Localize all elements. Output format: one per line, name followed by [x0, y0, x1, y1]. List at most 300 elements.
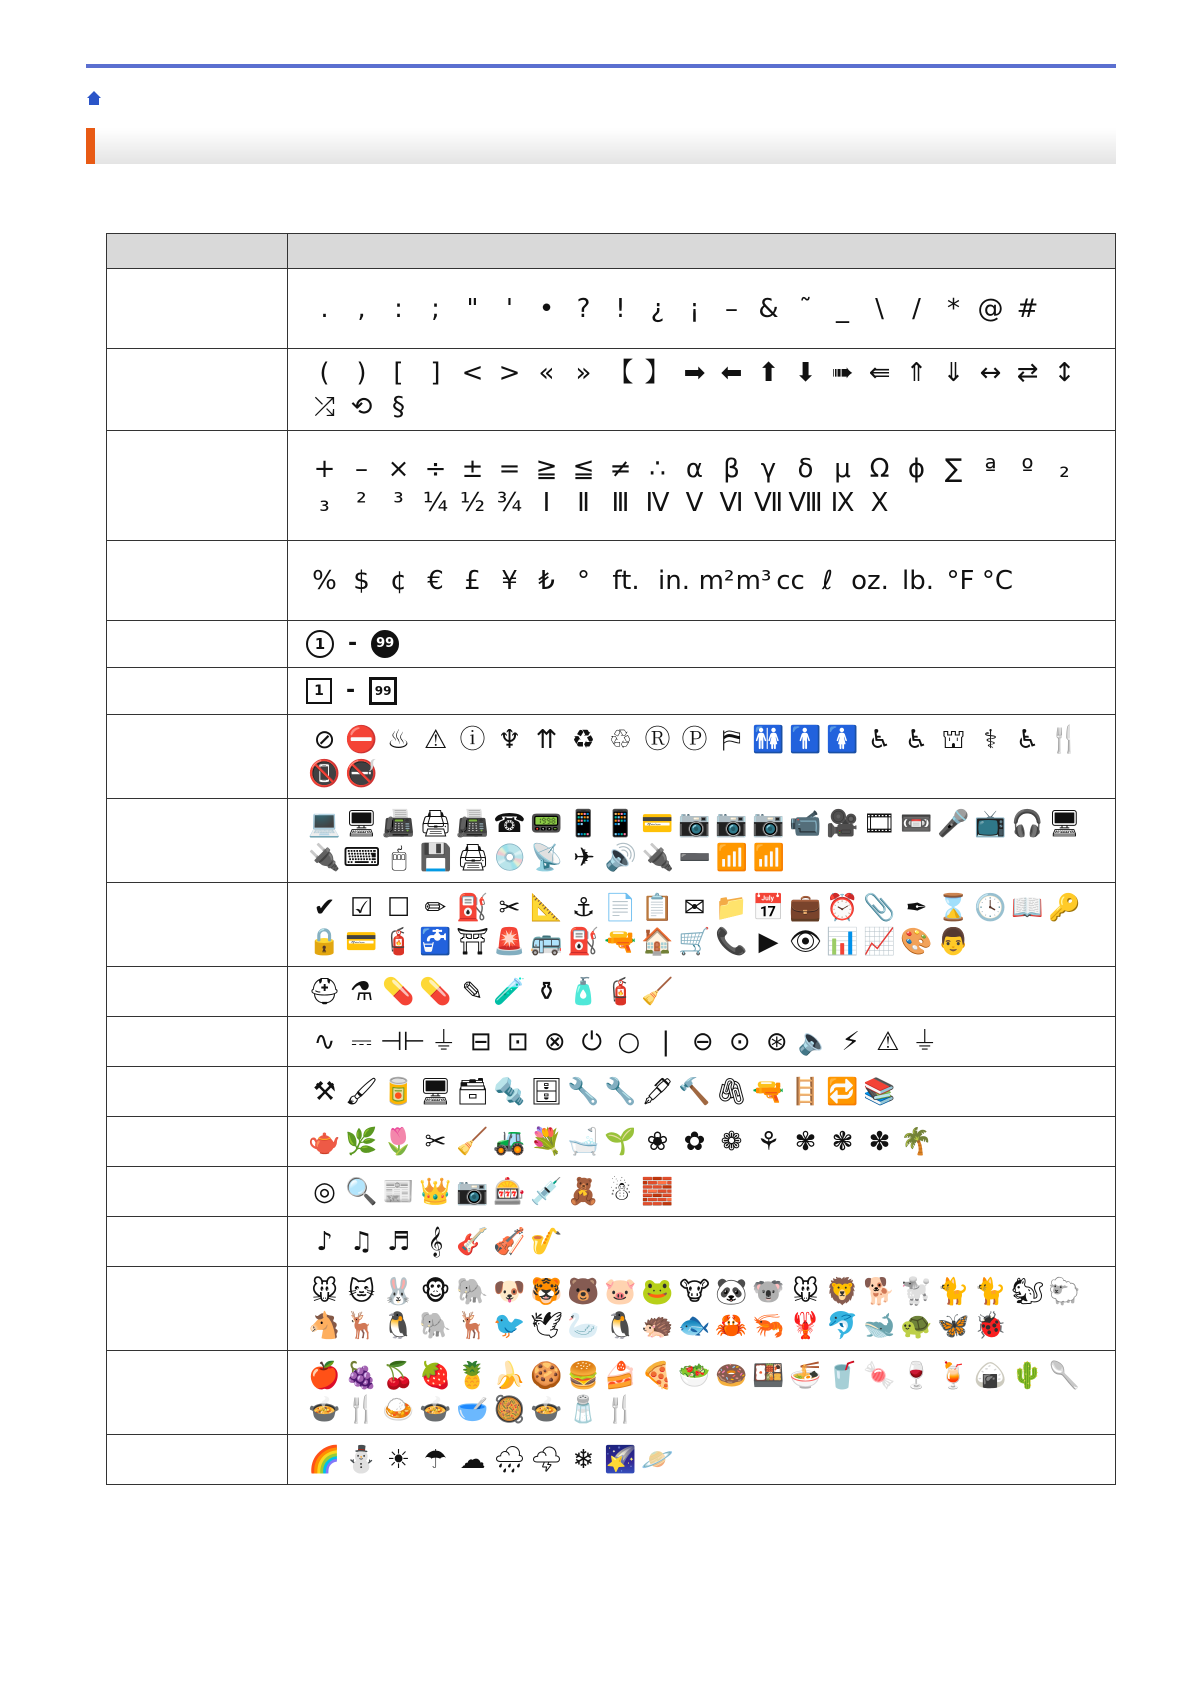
symbol-glyph: ❁ [720, 1126, 743, 1157]
symbol-glyph: 📋 [641, 892, 674, 923]
symbol-glyph: % [312, 565, 337, 596]
symbol-glyph: 🐭 [791, 1276, 820, 1307]
symbol-glyph: 🐷 [604, 1276, 637, 1307]
symbol-glyph: 🐈 [974, 1276, 1007, 1307]
symbol-glyph: ✉ [683, 892, 706, 923]
row-symbols [288, 883, 1116, 967]
row-category [107, 967, 288, 1017]
symbol-glyph: ☃ [608, 1176, 633, 1207]
symbol-glyph: . [320, 293, 329, 324]
symbol-glyph: 🐑 [1048, 1276, 1081, 1307]
symbol-glyph: 📷 [678, 808, 711, 839]
symbol-glyph: ✿ [683, 1126, 706, 1157]
symbol-glyph: ≠ [609, 453, 632, 484]
symbol-glyph: 🐬 [826, 1311, 859, 1341]
symbol-glyph: ) [356, 357, 367, 388]
table-row [107, 668, 1116, 715]
symbol-glyph: Ⅰ [542, 488, 551, 518]
range-separator: - [346, 678, 356, 703]
symbol-glyph: 💊 [382, 976, 415, 1007]
symbol-glyph: 🍇 [345, 1360, 378, 1391]
symbol-glyph: 🦌 [345, 1311, 378, 1341]
symbol-glyph: 🧯 [604, 976, 637, 1007]
symbol-glyph: 🐞 [974, 1311, 1007, 1341]
symbol-glyph: 🐻 [567, 1276, 600, 1307]
symbol-glyph: ⊖ [691, 1026, 714, 1057]
symbol-glyph: ♲ [608, 724, 633, 755]
symbol-glyph: 🍬 [863, 1360, 896, 1391]
symbol-glyph: ÷ [424, 453, 447, 484]
symbol-glyph: γ [760, 453, 777, 484]
symbol-glyph: 📠 [456, 808, 489, 839]
symbol-glyph: 🌷 [382, 1126, 415, 1157]
symbol-glyph: ↔ [979, 357, 1002, 388]
symbol-glyph: 👁 [788, 927, 822, 957]
row-category [107, 269, 288, 349]
symbol-glyph: 🍲 [419, 1395, 452, 1425]
symbol-glyph: 🍱 [752, 1360, 785, 1391]
symbol-glyph: 🍒 [382, 1360, 415, 1391]
symbol-glyph: 📎 [863, 892, 896, 923]
table-body [107, 269, 1116, 1485]
symbol-glyph: : [394, 293, 403, 324]
symbol-glyph: ⇑ [905, 357, 928, 388]
row-category [107, 349, 288, 431]
symbol-glyph: ≧ [535, 453, 558, 484]
symbol-glyph: 🐟 [678, 1311, 711, 1341]
symbol-glyph: « [538, 357, 555, 388]
row-category [107, 1217, 288, 1267]
row-symbols [288, 668, 1116, 715]
symbol-glyph: Ⅵ [719, 488, 744, 518]
symbol-glyph: Ⅴ [685, 488, 704, 518]
symbol-glyph: ⊗ [543, 1026, 566, 1057]
symbol-glyph: 🦁 [826, 1276, 859, 1307]
symbol-glyph: Ⅶ [753, 488, 784, 518]
symbol-glyph: 📵 [308, 759, 341, 789]
symbol-glyph: 🍛 [382, 1395, 415, 1425]
symbol-glyph: ⊛ [765, 1026, 788, 1057]
table-header-row [107, 234, 1116, 269]
symbol-glyph: ? [576, 293, 591, 324]
symbol-glyph: ⏚ [430, 1026, 457, 1057]
symbol-glyph: 🍔 [567, 1360, 600, 1391]
symbol-glyph: 📰 [382, 1176, 415, 1207]
table-row [107, 621, 1116, 668]
symbol-glyph: μ [834, 453, 851, 484]
symbol-glyph: 🖌 [344, 1076, 378, 1107]
symbol-glyph: 🔑 [1048, 892, 1081, 923]
symbol-glyph: £ [464, 565, 481, 596]
symbol-glyph: 🖱 [391, 843, 407, 873]
symbol-glyph: ⛩ [455, 927, 489, 957]
symbol-glyph: 🖥 [1047, 808, 1081, 839]
symbol-glyph: 📄 [604, 892, 637, 923]
symbol-glyph: 📟 [530, 808, 563, 839]
symbol-glyph: ▶ [758, 927, 779, 957]
symbol-glyph: ⇚ [868, 357, 891, 388]
symbol-glyph: 🧂 [567, 1395, 600, 1425]
header-category [107, 234, 288, 269]
symbol-glyph: δ [797, 453, 814, 484]
symbol-glyph: 🔩 [493, 1076, 526, 1107]
row-symbols [288, 621, 1116, 668]
symbol-glyph: $ [353, 565, 370, 596]
symbols-table [106, 233, 1116, 1485]
symbol-glyph: 🛁 [567, 1126, 600, 1157]
symbol-glyph: 【 [607, 357, 634, 388]
symbol-glyph: / [912, 293, 921, 324]
symbol-glyph: cc [776, 565, 805, 596]
symbol-glyph: ⏚ [911, 1026, 938, 1057]
symbol-glyph: ✎ [461, 976, 484, 1007]
symbol-glyph: 📹 [789, 808, 822, 839]
symbol-glyph: ⚓ [571, 892, 596, 923]
symbol-glyph: ✾ [794, 1126, 817, 1157]
symbol-glyph: 🔧 [604, 1076, 637, 1107]
symbol-glyph: × [387, 453, 410, 484]
symbol-glyph: 👑 [419, 1176, 452, 1207]
symbol-glyph: ⇓ [942, 357, 965, 388]
symbol-glyph: 🌧 [492, 1444, 526, 1475]
symbol-glyph: 📈 [863, 927, 896, 957]
symbol-glyph: 🧱 [641, 1176, 674, 1207]
symbol-glyph: 📅 [752, 892, 785, 923]
symbol-glyph: 📚 [863, 1076, 896, 1107]
circled-number-start: 1 [306, 630, 334, 658]
symbol-glyph: ⊣⊢ [380, 1026, 426, 1057]
symbol-glyph: € [427, 565, 444, 596]
table-row [107, 1067, 1116, 1117]
symbol-glyph: ☑ [349, 892, 374, 923]
symbol-glyph: 🚻 [752, 724, 785, 755]
symbol-glyph: ⚕ [983, 724, 998, 755]
symbol-glyph: ⛫ [941, 724, 966, 755]
symbol-glyph: 🧹 [641, 976, 674, 1007]
symbol-glyph: 🌴 [900, 1126, 933, 1157]
symbol-glyph: in. [658, 565, 690, 596]
symbol-glyph: 🐶 [493, 1276, 526, 1307]
symbol-glyph: º [1021, 453, 1034, 484]
row-symbols [288, 269, 1116, 349]
symbol-glyph: ¾ [496, 488, 523, 518]
symbol-glyph: – [355, 453, 368, 484]
row-category [107, 1167, 288, 1217]
symbol-glyph: 📶 [715, 843, 749, 873]
symbol-glyph: 🐕 [863, 1276, 896, 1307]
table-row [107, 799, 1116, 883]
symbol-range [306, 674, 1105, 708]
symbol-glyph: ➖ [678, 843, 712, 873]
symbol-glyph: 🍴 [604, 1395, 637, 1425]
symbol-glyph: 🌵 [1011, 1360, 1044, 1391]
symbol-glyph: ❃ [831, 1126, 854, 1157]
symbol-glyph: 🧪 [493, 976, 526, 1007]
symbol-glyph: 🍲 [530, 1395, 563, 1425]
row-symbols [288, 799, 1116, 883]
symbol-glyph: ⤮ [314, 392, 335, 422]
symbol-glyph: ✂ [498, 892, 521, 923]
section-title-bar [86, 128, 1116, 164]
symbol-glyph: ∴ [649, 453, 666, 484]
symbol-glyph: ⟲ [350, 392, 373, 422]
table-row [107, 431, 1116, 541]
symbol-glyph: 🐭 [310, 1276, 339, 1307]
symbol-glyph: 💿 [493, 843, 527, 873]
row-symbols [288, 431, 1116, 541]
symbol-glyph: ❀ [646, 1126, 669, 1157]
row-symbols [288, 967, 1116, 1017]
symbol-glyph: 🔧 [567, 1076, 600, 1107]
table-row [107, 1351, 1116, 1435]
symbol-glyph: > [498, 357, 521, 388]
symbol-glyph: 💊 [419, 976, 452, 1007]
symbol-glyph: 🎥 [826, 808, 859, 839]
symbol-glyph: 🦔 [641, 1311, 674, 1341]
symbol-glyph: = [498, 453, 521, 484]
symbol-glyph: 🪜 [789, 1076, 822, 1107]
symbol-glyph: ⊙ [728, 1026, 751, 1057]
symbol-glyph: ⚠ [423, 724, 448, 755]
symbol-glyph: ¥ [501, 565, 518, 596]
row-category [107, 715, 288, 799]
symbol-glyph: 🎻 [493, 1226, 526, 1257]
symbol-glyph: 📊 [826, 927, 859, 957]
top-rule [86, 64, 1116, 68]
symbol-glyph: 🍩 [715, 1360, 748, 1391]
symbol-glyph: ☀ [386, 1444, 411, 1475]
home-icon[interactable] [86, 90, 102, 106]
symbol-glyph: " [466, 293, 479, 324]
symbol-glyph: 🕊 [529, 1311, 563, 1341]
symbol-glyph: 💳 [345, 927, 378, 957]
symbol-glyph: ❄ [572, 1444, 595, 1475]
symbol-glyph: 🫖 [308, 1126, 341, 1157]
symbol-glyph: ≦ [572, 453, 595, 484]
symbol-glyph: 📷 [456, 1176, 489, 1207]
symbol-glyph: 🐮 [679, 1276, 710, 1307]
symbol-glyph: 🐧 [382, 1311, 415, 1341]
symbol-glyph: – [725, 293, 738, 324]
symbol-glyph: ✏ [424, 892, 447, 923]
symbol-glyph: 👨 [937, 927, 970, 957]
symbol-glyph: ² [356, 488, 367, 518]
symbol-glyph: ⚘ [756, 1126, 781, 1157]
symbol-glyph: 🐱 [347, 1276, 376, 1307]
symbol-glyph: 🌱 [604, 1126, 637, 1157]
symbol-glyph: 🚰 [419, 927, 452, 957]
symbol-glyph: @ [977, 293, 1004, 324]
symbol-glyph: 🥘 [493, 1395, 526, 1425]
symbol-glyph: & [758, 293, 779, 324]
symbol-glyph: ; [431, 293, 440, 324]
symbol-glyph: 🍕 [641, 1360, 674, 1391]
symbol-glyph: 📁 [715, 892, 748, 923]
symbol-glyph: ☎ [493, 808, 526, 839]
symbol-glyph: 📖 [1011, 892, 1044, 923]
symbol-glyph: 🍷 [900, 1360, 933, 1391]
symbol-glyph: 🏠 [641, 927, 674, 957]
symbol-glyph: 🔌 [641, 843, 675, 873]
symbol-glyph: 🔨 [678, 1076, 711, 1107]
symbol-glyph: | [661, 1026, 671, 1057]
table-row [107, 715, 1116, 799]
row-symbols [288, 715, 1116, 799]
symbol-glyph: °F [946, 565, 975, 596]
row-category [107, 1435, 288, 1485]
symbol-glyph: 🐼 [715, 1276, 748, 1307]
symbol-glyph: 🍲 [308, 1395, 341, 1425]
symbol-glyph: ☂ [423, 1444, 448, 1475]
table-row [107, 1435, 1116, 1485]
symbol-glyph: 𝄞 [427, 1226, 444, 1257]
symbol-glyph: ₺ [538, 565, 555, 596]
symbol-glyph: 🐘 [419, 1311, 452, 1341]
symbol-glyph: lb. [902, 565, 934, 596]
table-row [107, 1017, 1116, 1067]
symbol-glyph: 🦋 [937, 1311, 970, 1341]
symbol-glyph: 🧴 [567, 976, 600, 1007]
row-symbols [288, 1267, 1116, 1351]
symbol-glyph: ⬅ [720, 357, 743, 388]
symbol-glyph: 🐯 [530, 1276, 563, 1307]
symbol-glyph: oz. [851, 565, 889, 596]
symbol-glyph: 📱 [567, 808, 600, 839]
symbol-glyph: 🍪 [530, 1360, 563, 1391]
symbol-glyph: ⚡ [841, 1026, 860, 1057]
symbol-glyph: 🖇 [714, 1076, 748, 1107]
symbol-glyph: ♿ [1015, 724, 1040, 755]
symbol-glyph: Ⅲ [611, 488, 630, 518]
row-symbols [288, 1067, 1116, 1117]
symbol-glyph: ⛿ [722, 724, 741, 755]
symbol-glyph: ➡ [683, 357, 706, 388]
symbol-glyph: 🌈 [308, 1444, 341, 1475]
symbol-glyph: 🦀 [715, 1311, 748, 1341]
symbol-glyph: ⬆ [757, 357, 780, 388]
symbol-glyph: 🚭 [345, 759, 378, 789]
symbol-glyph: 🐨 [752, 1276, 785, 1307]
row-category [107, 1017, 288, 1067]
symbol-glyph: 🔁 [826, 1076, 859, 1107]
symbol-glyph: ª [984, 453, 997, 484]
symbol-glyph: ℓ [822, 565, 833, 596]
symbol-glyph: 🚹 [789, 724, 822, 755]
row-symbols [288, 541, 1116, 621]
symbol-glyph: < [461, 357, 484, 388]
symbol-glyph: 📐 [530, 892, 563, 923]
symbol-glyph: Ω [869, 453, 890, 484]
symbol-glyph: ⇈ [535, 724, 558, 755]
row-symbols [288, 1167, 1116, 1217]
symbol-glyph: 🎷 [530, 1226, 563, 1257]
row-category [107, 621, 288, 668]
row-symbols [288, 349, 1116, 431]
symbol-glyph: 💐 [530, 1126, 563, 1157]
symbol-glyph: 🔫 [604, 927, 637, 957]
symbol-glyph: 🐴 [308, 1311, 341, 1341]
symbol-glyph: 🌿 [345, 1126, 378, 1157]
symbol-glyph: ✒ [905, 892, 928, 923]
symbol-glyph: 🥫 [382, 1076, 415, 1107]
symbol-glyph: ♆ [497, 724, 522, 755]
symbol-glyph: ⚒ [312, 1076, 337, 1107]
symbol-glyph: 🍌 [493, 1360, 526, 1391]
symbol-glyph: ♬ [386, 1226, 411, 1257]
symbol-glyph: ○ [617, 1026, 641, 1057]
symbol-glyph: ¿ [650, 293, 665, 324]
symbol-glyph: 🖨 [418, 808, 452, 839]
symbol-glyph: \ [875, 293, 884, 324]
symbol-glyph: β [723, 453, 740, 484]
symbol-glyph: ♪ [316, 1226, 333, 1257]
row-symbols [288, 1217, 1116, 1267]
symbol-glyph: 🎤 [937, 808, 970, 839]
symbol-glyph: Ⅹ [870, 488, 889, 518]
symbol-glyph: 📷 [715, 808, 748, 839]
symbol-glyph: 🗃 [455, 1076, 489, 1107]
symbol-glyph: ⛄ [345, 1444, 378, 1475]
symbol-glyph: 🍎 [308, 1360, 341, 1391]
symbol-glyph: ♿ [867, 724, 892, 755]
symbol-glyph: 🎸 [456, 1226, 489, 1257]
symbol-glyph: ∿ [313, 1026, 336, 1057]
symbol-glyph: ➠ [831, 357, 854, 388]
symbol-glyph: 🖥 [344, 808, 378, 839]
row-symbols [288, 1351, 1116, 1435]
symbol-glyph: 🐈 [937, 1276, 970, 1307]
symbol-glyph: ¡ [689, 293, 700, 324]
symbol-glyph: ⛽ [567, 927, 600, 957]
symbol-glyph: ˜ [799, 293, 812, 324]
symbol-glyph: Ⅳ [645, 488, 670, 518]
symbol-glyph: ⬇ [794, 357, 817, 388]
symbol-glyph: 🔌 [308, 843, 341, 873]
symbol-glyph: ½ [459, 488, 486, 518]
symbol-glyph: 🎨 [900, 927, 933, 957]
symbol-glyph: 🍓 [419, 1360, 452, 1391]
symbol-glyph: ✽ [868, 1126, 891, 1157]
symbol-glyph: 🍴 [1048, 724, 1081, 755]
symbol-glyph: 🐧 [604, 1311, 637, 1341]
symbol-glyph: ⓘ [459, 724, 486, 755]
row-category [107, 431, 288, 541]
symbol-glyph: 🚌 [530, 927, 563, 957]
symbol-range [306, 627, 1105, 661]
row-category [107, 1067, 288, 1117]
symbol-glyph: 🍜 [789, 1360, 822, 1391]
symbol-glyph: Ⅷ [788, 488, 823, 518]
symbol-glyph: 🐸 [641, 1276, 674, 1307]
symbol-glyph: ' [505, 293, 514, 324]
symbol-glyph: ⛔ [345, 724, 378, 755]
symbol-glyph: ∑ [944, 453, 963, 484]
symbol-glyph: 🔒 [308, 927, 341, 957]
table-row [107, 541, 1116, 621]
row-symbols [288, 1117, 1116, 1167]
symbol-glyph: 🥄 [1048, 1360, 1081, 1391]
symbol-glyph: 📷 [752, 808, 785, 839]
symbol-glyph: • [538, 293, 555, 324]
symbol-glyph: ₂ [1059, 453, 1070, 484]
symbol-glyph: 💳 [641, 808, 674, 839]
symbol-glyph: ♨ [386, 724, 411, 755]
row-category [107, 1117, 288, 1167]
symbol-glyph: 📞 [715, 927, 748, 957]
symbol-glyph: 🚜 [493, 1126, 526, 1157]
symbol-glyph: ¢ [390, 565, 407, 596]
symbol-glyph: 🔫 [752, 1076, 785, 1107]
